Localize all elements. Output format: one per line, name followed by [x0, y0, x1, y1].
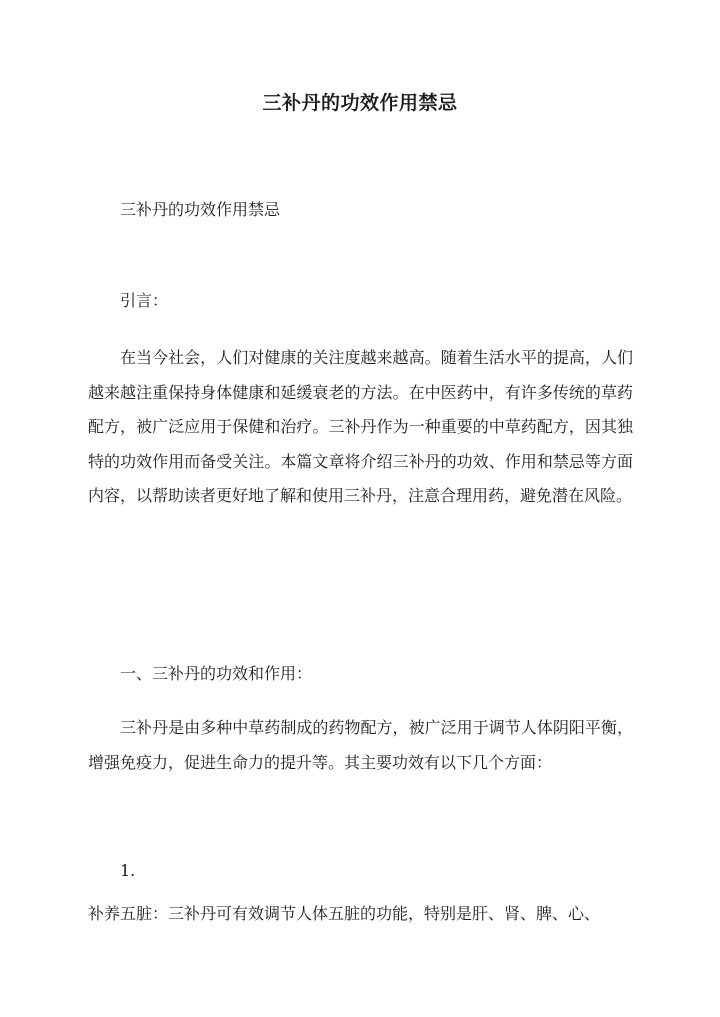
list-item-text: 补养五脏：三补丹可有效调节人体五脏的功能，特别是肝、肾、脾、心、 — [88, 904, 601, 923]
intro-paragraph: 在当今社会，人们对健康的关注度越来越高。随着生活水平的提高，人们越来越注重保持身体健康和延缓衰老的方法。在中医药中，有许多传统的草药配方，被广泛应用于保健和治疗。三补丹作为一种重要的中草药配方，因其独特的功效作用而备受关注。本篇文章将介绍三补丹的功效、作用和禁忌等方面内容，以帮助读者更好地了解和使用三补丹，注意合理用药，避免潜在风险。 — [88, 348, 633, 506]
section-1-paragraph: 三补丹是由多种中草药制成的药物配方，被广泛用于调节人体阴阳平衡，增强免疫力，促进生命力的提升等。其主要功效有以下几个方面： — [88, 718, 633, 772]
document-title: 三补丹的功效作用禁忌 — [262, 92, 458, 114]
list-item-number: 1. — [120, 861, 136, 880]
document-subtitle: 三补丹的功效作用禁忌 — [120, 200, 281, 219]
section-1-heading: 一、三补丹的功效和作用： — [120, 664, 313, 683]
intro-heading: 引言： — [120, 291, 169, 310]
